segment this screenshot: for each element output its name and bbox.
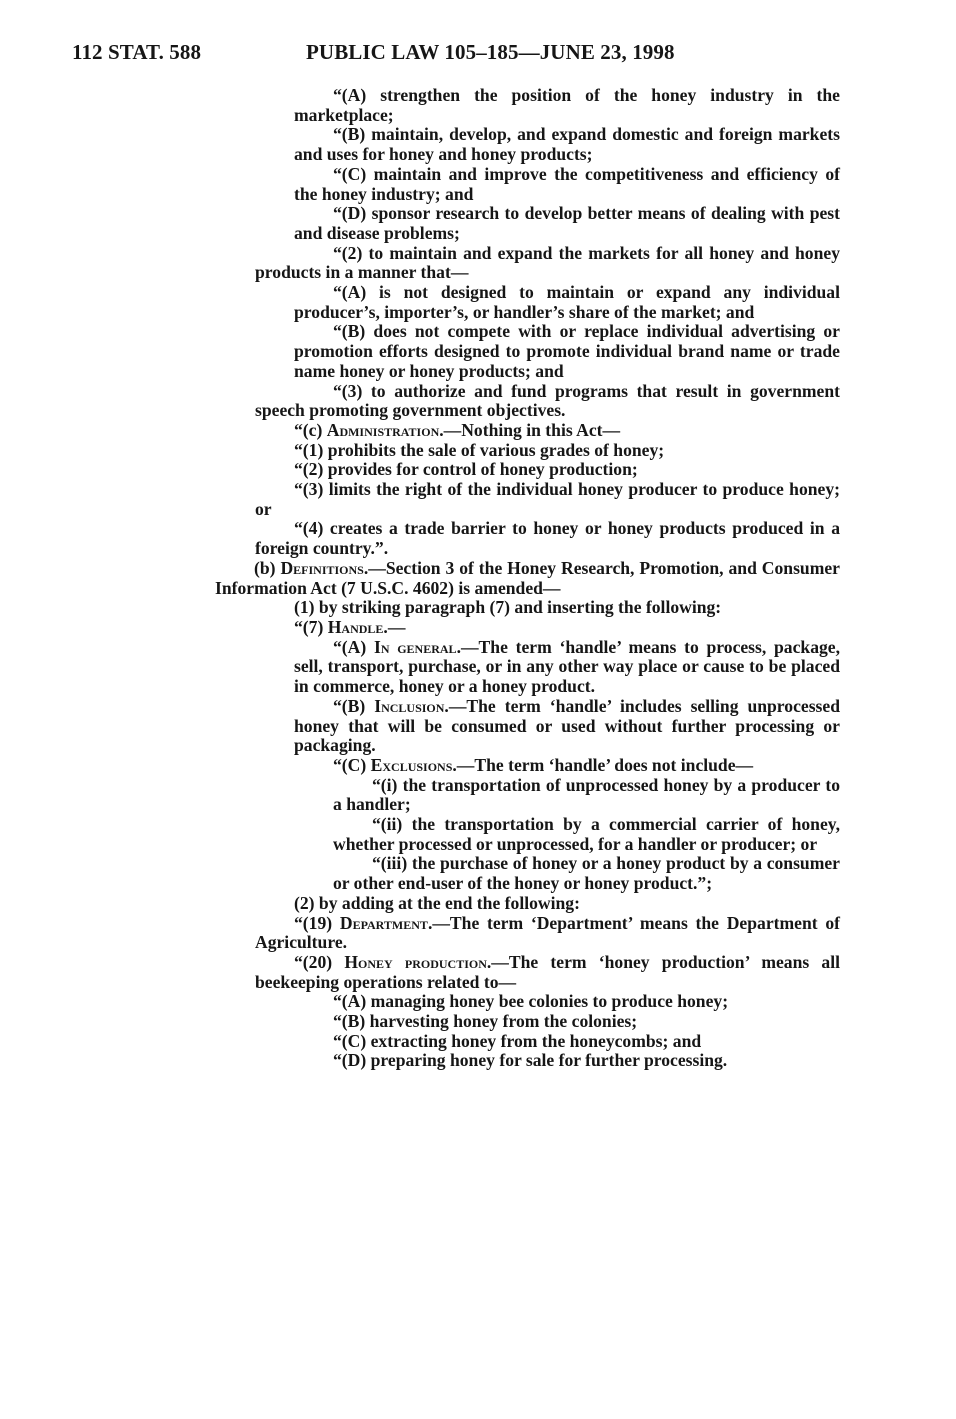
definition-19-heading: Department bbox=[339, 912, 428, 933]
law-title: PUBLIC LAW 105–185—JUNE 23, 1998 bbox=[306, 40, 675, 64]
handle-inclusion-heading: Inclusion bbox=[374, 695, 445, 716]
clause-b-not-compete: “(B) does not compete with or replace individual advertising or promotion efforts designed to promote individual brand name or trade name honey or honey products; and bbox=[294, 321, 840, 381]
handle-inclusion bbox=[294, 697, 840, 756]
handle-inclusion-prefix: “(B) bbox=[333, 695, 375, 716]
clause-a-not-designed: “(A) is not designed to maintain or expand any individual producer’s, importer’s, or handler’s share of the market; and bbox=[294, 282, 840, 322]
definition-19-text: .—The term ‘Department’ means the Department of Agriculture. bbox=[255, 912, 840, 953]
subsection-b-prefix: (b) bbox=[254, 557, 281, 578]
statute-citation: 112 STAT. 588 bbox=[72, 40, 202, 64]
handle-inclusion-text: .—The term ‘handle’ includes selling unprocessed honey that will be consumed or used without further processing or packaging. bbox=[294, 695, 840, 756]
clause-b-maintain-markets: “(B) maintain, develop, and expand domestic and foreign markets and uses for honey and honey products; bbox=[294, 124, 840, 165]
production-item-a: “(A) managing honey bee colonies to produce honey; bbox=[333, 991, 729, 1012]
clause-c-competitiveness: “(C) maintain and improve the competitiveness and efficiency of the honey industry; and bbox=[294, 163, 840, 204]
definition-20-honey-production bbox=[255, 953, 840, 992]
definition-7-heading: Handle bbox=[327, 616, 384, 637]
subsection-c-prefix: “(c) bbox=[294, 419, 327, 440]
exclusion-iii: “(iii) the purchase of honey or a honey product by a consumer or other end-user of the honey or honey product.”; bbox=[333, 853, 840, 894]
amendment-1: (1) by striking paragraph (7) and inserting the following: bbox=[294, 597, 722, 618]
page-header bbox=[72, 40, 738, 66]
definition-20-text: .—The term ‘honey production’ means all beekeeping operations related to— bbox=[255, 951, 840, 992]
definition-7-handle bbox=[255, 618, 840, 638]
exclusion-ii: “(ii) the transportation by a commercial carrier of honey, whether processed or unprocessed, for a handler or producer; or bbox=[333, 814, 840, 854]
handle-in-general-prefix: “(A) bbox=[333, 636, 374, 657]
subsection-c-administration bbox=[255, 421, 840, 441]
subsection-b-heading: Definitions bbox=[280, 557, 364, 578]
handle-exclusions-text: .—The term ‘handle’ does not include— bbox=[452, 754, 754, 775]
paragraph-3-fund-programs: “(3) to authorize and fund programs that result in government speech promoting government objectives. bbox=[255, 380, 840, 421]
definition-20-heading: Honey production bbox=[344, 951, 487, 972]
handle-in-general bbox=[294, 638, 840, 697]
exclusion-i: “(i) the transportation of unprocessed honey by a producer to a handler; bbox=[333, 774, 840, 815]
production-item-c: “(C) extracting honey from the honeycombs; and bbox=[333, 1030, 702, 1051]
amendment-2: (2) by adding at the end the following: bbox=[294, 892, 580, 913]
handle-exclusions-heading: Exclusions bbox=[370, 754, 453, 775]
subsection-c-heading: Administration bbox=[326, 419, 440, 440]
production-item-d: “(D) preparing honey for sale for further processing. bbox=[333, 1050, 728, 1071]
subsection-b-definitions bbox=[215, 559, 840, 598]
definition-19-department bbox=[255, 914, 840, 953]
admin-item-2: “(2) provides for control of honey production; bbox=[294, 459, 638, 480]
clause-d-research: “(D) sponsor research to develop better means of dealing with pest and disease problems; bbox=[294, 203, 840, 243]
handle-in-general-heading: In general bbox=[373, 636, 457, 657]
document-body bbox=[0, 86, 956, 1071]
definition-20-prefix: “(20) bbox=[294, 951, 345, 972]
handle-exclusions bbox=[294, 756, 840, 776]
production-item-b: “(B) harvesting honey from the colonies; bbox=[333, 1011, 638, 1032]
admin-item-3: “(3) limits the right of the individual honey producer to produce honey; or bbox=[255, 479, 840, 519]
handle-in-general-text: .—The term ‘handle’ means to process, package, sell, transport, purchase, or in any other way place or cause to be placed in commerce, honey or a honey product. bbox=[294, 636, 840, 697]
admin-item-4: “(4) creates a trade barrier to honey or honey products produced in a foreign country.”. bbox=[255, 518, 840, 559]
definition-7-prefix: “(7) bbox=[294, 616, 328, 637]
definition-19-prefix: “(19) bbox=[294, 912, 340, 933]
subsection-b-text: .—Section 3 of the Honey Research, Promotion, and Consumer Information Act (7 U.S.C. 4602) is amended— bbox=[215, 557, 840, 598]
definition-7-text: .— bbox=[383, 616, 406, 637]
subsection-c-text: .—Nothing in this Act— bbox=[439, 419, 621, 440]
clause-a-strengthen: “(A) strengthen the position of the honey industry in the marketplace; bbox=[294, 85, 840, 125]
admin-item-1: “(1) prohibits the sale of various grades of honey; bbox=[294, 439, 665, 460]
handle-exclusions-prefix: “(C) bbox=[333, 754, 371, 775]
paragraph-2-markets: “(2) to maintain and expand the markets for all honey and honey products in a manner that— bbox=[255, 242, 840, 283]
